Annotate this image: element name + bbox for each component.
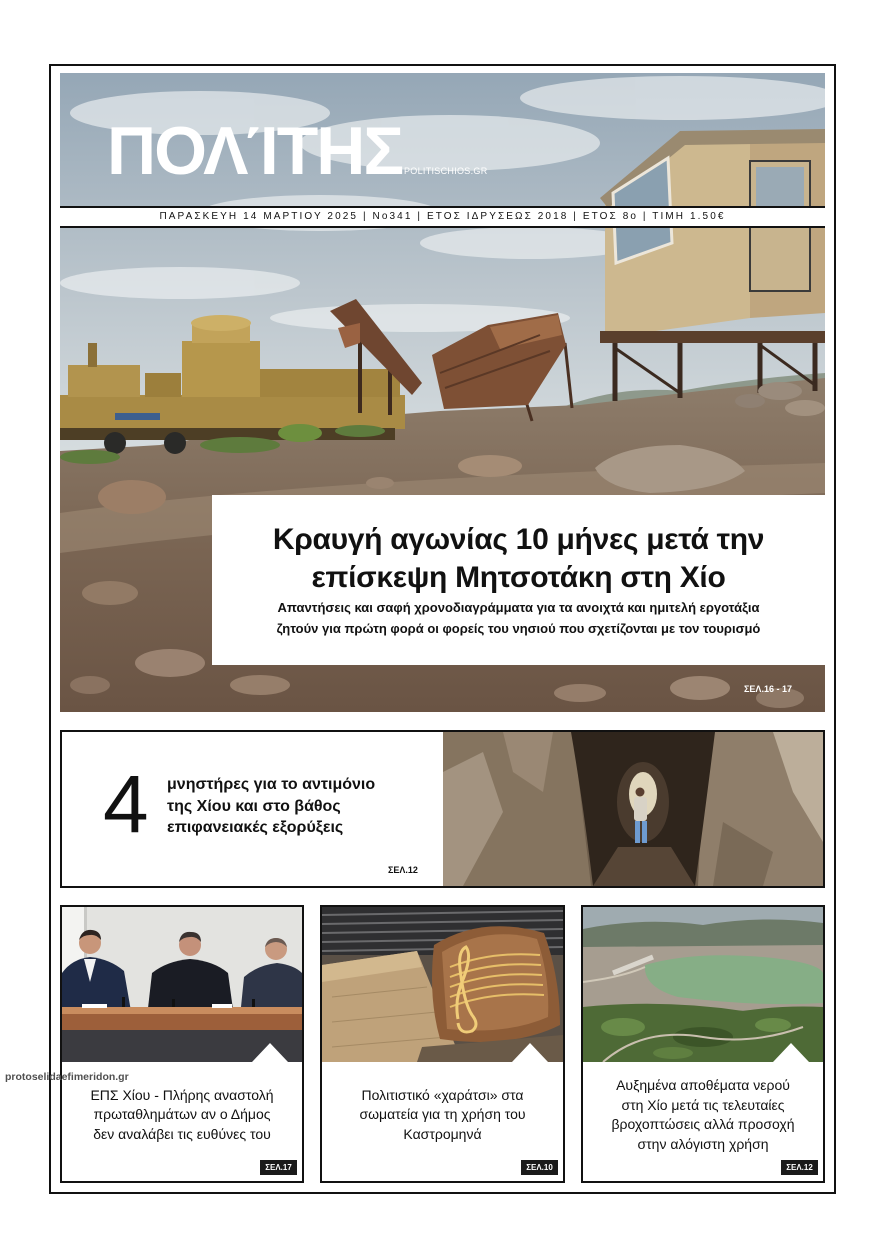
card-headline-line: πρωταθλημάτων αν ο Δήμος [93,1106,271,1123]
card-headline-line: βροχοπτώσεις αλλά προσοχή [611,1116,795,1132]
feature-headline-line: μνηστήρες για το αντιμόνιο [167,776,376,793]
music-monument-scene [322,907,563,1062]
feature-headline [167,774,375,839]
lead-subtitle-line: Απαντήσεις και σαφή χρονοδιαγράμματα για τα ανοιχτά και ημιτελή εργοτάξια [277,600,760,615]
feature-number: 4 [103,759,149,850]
story-card [60,905,304,1183]
card-page-ref: ΣΕΛ.12 [781,1160,818,1175]
dateline: ΠΑΡΑΣΚΕΥΗ 14 ΜΑΡΤΙΟΥ 2025 | Νο341 | ΕΤΟΣ ΙΔΡΥΣΕΩΣ 2018 | ΕΤΟΣ 8ο | ΤΙΜΗ 1.50€ [60,206,825,228]
card-page-ref: ΣΕΛ.10 [521,1160,558,1175]
feature-page-ref: ΣΕΛ.12 [388,865,418,875]
newspaper-logo: ΠΟΛΊΤΗΣ [107,113,403,189]
card-headline-line: στην αλόγιστη χρήση [637,1135,769,1152]
lead-headline-line: Κραυγή αγωνίας 10 μήνες μετά την [272,523,765,556]
card-headline-line: δεν αναλάβει τις ευθύνες του [93,1125,271,1142]
card-headline-line: Αυξημένα αποθέματα νερού [616,1077,790,1093]
card-headline [322,1062,563,1168]
card-headline [583,1062,823,1168]
story-card [320,905,565,1183]
press-conference-scene [62,907,302,1062]
story-card [581,905,825,1183]
feature-headline-line: επιφανειακές εξορύξεις [167,819,344,836]
card-headline-line: ΕΠΣ Χίου - Πλήρης αναστολή [90,1086,274,1103]
source-watermark: protoselidaefimeridon.gr [5,1071,129,1083]
card-headline-line: στη Χίο μετά τις τελευταίες [621,1096,785,1113]
music-monument-photo [322,907,563,1062]
lead-page-ref: ΣΕΛ.16 - 17 [744,684,792,694]
lead-subtitle-line: ζητούν για πρώτη φορά οι φορείς του νησιού που σχετίζονται με τον τουρισμό [276,621,761,636]
reservoir-photo [583,907,823,1062]
card-headline-line: σωματεία για τη χρήση του [359,1106,526,1123]
lead-headline-box [212,495,825,665]
lead-headline-line: επίσκεψη Μητσοτάκη στη Χίο [311,561,726,594]
card-page-ref: ΣΕΛ.17 [260,1160,297,1175]
press-conference-photo [62,907,302,1062]
feature-headline-line: της Χίου και στο βάθος [167,797,341,815]
reservoir-scene [583,907,823,1062]
card-headline-line: Καστρομηνά [403,1125,482,1142]
mine-tunnel-photo [443,732,823,886]
site-url: POLITISCHIOS.GR [404,166,488,176]
card-headline-line: Πολιτιστικό «χαράτσι» στα [361,1086,524,1103]
tunnel-scene [443,732,823,886]
feature-story [60,730,825,888]
